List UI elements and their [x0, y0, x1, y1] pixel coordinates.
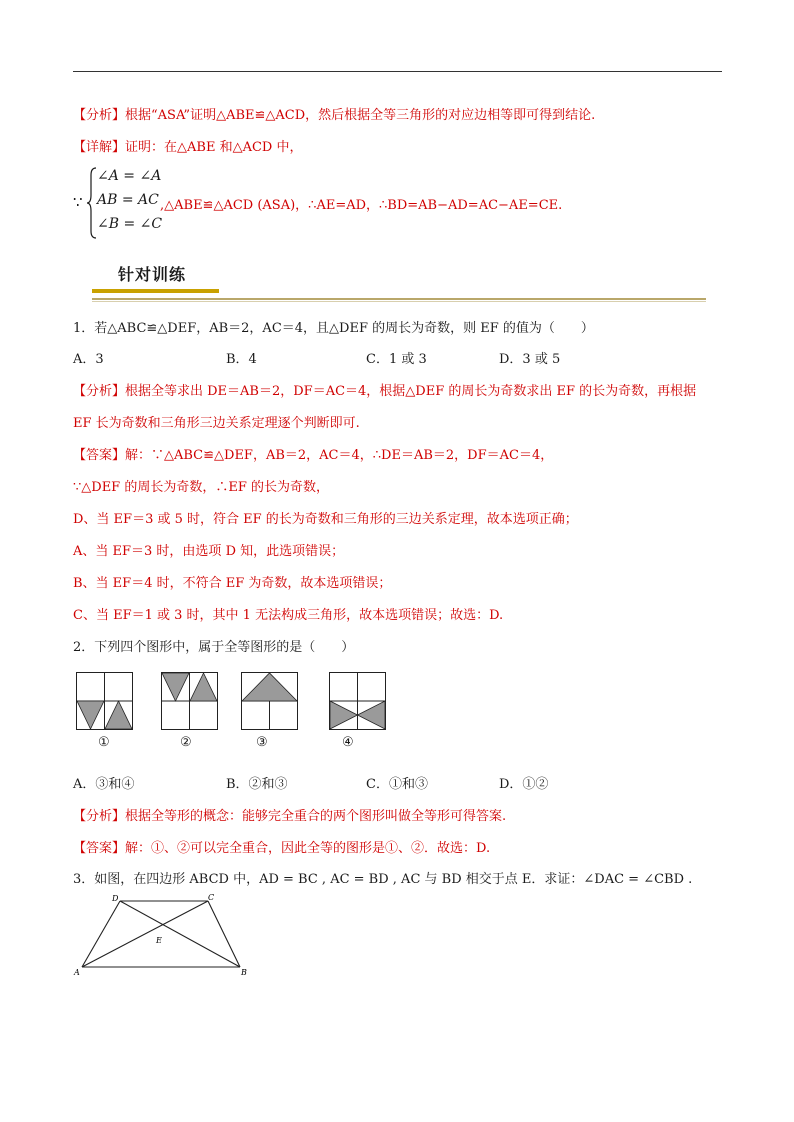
- proof-conclusion: ,△ABE≌△ACD (ASA)，∴AE=AD，∴BD=AB−AD=AC−AE=CE.: [160, 198, 563, 213]
- q1-analysis-line-1: 【分析】根据全等求出 DE＝AB＝2，DF＝AC＝4，根据△DEF 的周长为奇数求出 EF 的长为奇数，再根据: [73, 384, 697, 399]
- detail-label: 【详解】: [73, 140, 126, 155]
- q2-analysis: 【分析】根据全等形的概念：能够完全重合的两个图形叫做全等形可得答案.: [73, 809, 507, 824]
- q2-option-a: A．③和④: [73, 777, 135, 792]
- q2-figure-4: [329, 672, 386, 730]
- q1-answer-line-4: A、当 EF＝3 时，由选项 D 知，此选项错误；: [73, 544, 345, 559]
- left-brace: [87, 167, 97, 239]
- q2-figure-2-label: ②: [180, 735, 192, 750]
- q2-figure-3: [241, 672, 298, 730]
- q1-option-c: C．1 或 3: [366, 352, 427, 367]
- q1-option-a: A．3: [73, 352, 104, 367]
- q1-answer-line-3: D、当 EF＝3 或 5 时，符合 EF 的长为奇数和三角形的三边关系定理，故本选项正确；: [73, 512, 578, 527]
- system-line-3: ∠B = ∠C: [97, 216, 163, 232]
- analysis-text: 根据“ASA”证明△ABE≌△ACD，然后根据全等三角形的对应边相等即可得到结论.: [125, 108, 596, 123]
- q1-option-b: B．4: [226, 352, 257, 367]
- q2-stem: 2．下列四个图形中，属于全等图形的是（ ）: [73, 640, 355, 655]
- q2-option-d: D．①②: [499, 777, 549, 792]
- point-d-label: D: [112, 894, 119, 903]
- section-rule-thin: [92, 301, 706, 302]
- section-bar-gold: [92, 289, 219, 293]
- point-c-label: C: [208, 893, 215, 902]
- q2-figure-2: [161, 672, 218, 730]
- q2-option-c: C．①和③: [366, 777, 428, 792]
- q2-option-b: B．②和③: [226, 777, 288, 792]
- q2-figure-1: [76, 672, 133, 730]
- q1-analysis-line-2: EF 长为奇数和三角形三边关系定理逐个判断即可.: [73, 416, 360, 431]
- detail-text: 证明：在△ABE 和△ACD 中，: [125, 140, 303, 155]
- q1-answer-line-2: ∵△DEF 的周长为奇数，∴EF 的长为奇数，: [73, 480, 329, 495]
- point-a-label: A: [74, 968, 80, 977]
- q2-figure-1-label: ①: [98, 735, 110, 750]
- q1-stem: 1．若△ABC≌△DEF，AB＝2，AC＝4，且△DEF 的周长为奇数，则 EF 的值为（ ）: [73, 321, 594, 336]
- q1-answer-line-1: 【答案】解：∵△ABC≌△DEF，AB＝2，AC＝4，∴DE＝AB＝2，DF＝AC＝4，: [73, 448, 554, 463]
- analysis-label: 【分析】: [73, 108, 126, 123]
- point-b-label: B: [241, 968, 247, 977]
- system-line-2: AB = AC: [97, 192, 159, 208]
- q1-answer-line-5: B、当 EF＝4 时，不符合 EF 为奇数，故本选项错误；: [73, 576, 392, 591]
- q2-answer: 【答案】解：①、②可以完全重合，因此全等的图形是①、②．故选：D.: [73, 841, 491, 856]
- section-rule: [92, 298, 706, 300]
- q1-answer-line-6: C、当 EF＝1 或 3 时，其中 1 无法构成三角形，故本选项错误；故选：D.: [73, 608, 504, 623]
- since-symbol: ∵: [73, 193, 83, 211]
- q1-option-d: D．3 或 5: [499, 352, 561, 367]
- analysis-line: [73, 104, 595, 123]
- q3-stem: 3．如图，在四边形 ABCD 中，AD = BC , AC = BD , AC 与 BD 相交于点 E．求证：∠DAC = ∠CBD .: [73, 872, 693, 887]
- system-line-1: ∠A = ∠A: [97, 168, 162, 184]
- q2-figure-3-label: ③: [256, 735, 268, 750]
- detail-line: [73, 136, 302, 155]
- point-e-label: E: [156, 936, 162, 945]
- q2-figure-4-label: ④: [342, 735, 354, 750]
- top-rule: [73, 71, 722, 72]
- q3-quadrilateral-figure: [72, 893, 257, 979]
- section-title: 针对训练: [118, 265, 187, 284]
